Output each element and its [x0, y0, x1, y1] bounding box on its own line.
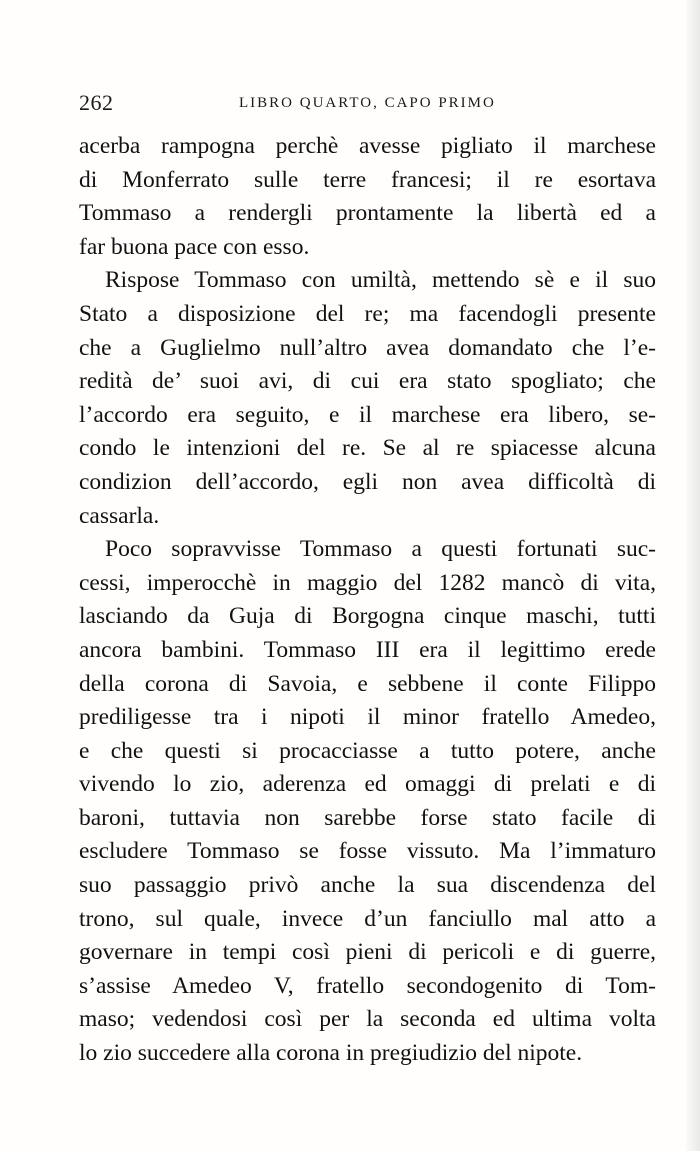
- text-line: acerba rampogna perchè avesse pigliato il marchese: [79, 133, 656, 159]
- text-line: e che questi si procacciasse a tutto potere, anche: [79, 737, 656, 764]
- text-line: trono, sul quale, invece d’un fanciullo mal atto a: [79, 905, 656, 932]
- text-line: della corona di Savoia, e sebbene il conte Filippo: [79, 670, 656, 697]
- text-line: maso; vedendosi così per la seconda ed ultima volta: [79, 1006, 656, 1033]
- text-line: suo passaggio privò anche la sua discendenza del: [79, 872, 656, 899]
- text-line: che a Guglielmo null’altro avea domandato che l’e-: [79, 334, 656, 361]
- text-line: Stato a disposizione del re; ma facendogli presente: [79, 300, 656, 327]
- text-line: cessi, imperocchè in maggio del 1282 mancò di vita,: [79, 569, 656, 596]
- text-line: lo zio succedere alla corona in pregiudizio del nipote.: [79, 1040, 583, 1067]
- text-line: s’assise Amedeo V, fratello secondogenito di Tom-: [79, 972, 656, 999]
- body-text: [79, 130, 656, 1071]
- text-line: cassarla.: [79, 502, 160, 529]
- text-line: redità de’ suoi avi, di cui era stato spogliato; che: [79, 368, 656, 395]
- page-number: 262: [79, 90, 114, 115]
- text-line: Tommaso a rendergli prontamente la libertà ed a: [79, 200, 656, 227]
- text-line: l’accordo era seguito, e il marchese era libero, se-: [79, 401, 656, 428]
- text-line: ancora bambini. Tommaso III era il legittimo erede: [79, 636, 656, 663]
- running-head: [79, 90, 655, 120]
- text-line: lasciando da Guja di Borgogna cinque maschi, tutti: [79, 603, 656, 630]
- running-head-title: LIBRO QUARTO, CAPO PRIMO: [239, 95, 496, 111]
- text-line: Rispose Tommaso con umiltà, mettendo sè e il suo: [105, 267, 656, 294]
- text-line: baroni, tuttavia non sarebbe forse stato facile di: [79, 804, 656, 831]
- text-line: vivendo lo zio, aderenza ed omaggi di prelati e di: [79, 771, 656, 798]
- text-line: governare in tempi così pieni di pericoli e di guerre,: [79, 939, 656, 966]
- text-line: prediligesse tra i nipoti il minor fratello Amedeo,: [79, 704, 656, 731]
- page-edge-shadow: [686, 0, 700, 1151]
- text-line: escludere Tommaso se fosse vissuto. Ma l’immaturo: [79, 838, 656, 865]
- text-line: condo le intenzioni del re. Se al re spiacesse alcuna: [79, 435, 656, 462]
- text-line: condizion dell’accordo, egli non avea difficoltà di: [79, 468, 656, 495]
- text-line: Poco sopravvisse Tommaso a questi fortunati suc-: [105, 536, 656, 563]
- text-line: far buona pace con esso.: [79, 233, 310, 260]
- text-line: di Monferrato sulle terre francesi; il re esortava: [79, 166, 656, 193]
